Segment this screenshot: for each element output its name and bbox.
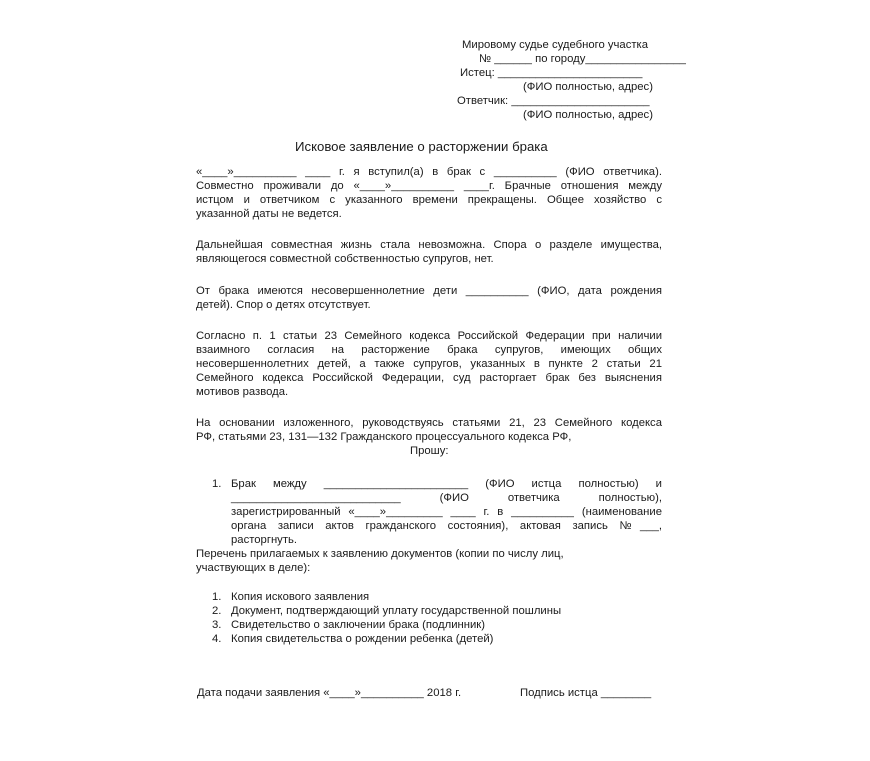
request-line5: расторгнуть. [231,534,298,546]
p3-line1: От брака имеются несовершеннолетние дети __________ (ФИО, дата рождения [196,285,662,297]
p1-line1: «____»__________ ____ г. я вступил(а) в брак с __________ (ФИО ответчика). [196,166,662,178]
attachment-item: Копия искового заявления [231,591,370,603]
p2-line1: Дальнейшая совместная жизнь стала невозможна. Спора о разделе имущества, [196,239,662,251]
header-plaintiff-hint: (ФИО полностью, адрес) [523,81,653,93]
attachments-intro-line2: участвующих в деле): [196,562,311,574]
p1-line3: истцом и ответчиком с указанного времени прекращены. Общее хозяйство с [196,194,662,206]
plaintiff-signature: Подпись истца ________ [520,687,652,699]
attachment-number: 3. [212,619,222,631]
attachment-item: Копия свидетельства о рождении ребенка (детей) [231,633,494,645]
p4-line3: несовершеннолетних детей, а также супругов, указанных в пункте 2 статьи 21 [196,358,662,370]
p4-line5: мотивов развода. [196,386,289,398]
p1-line2: Совместно проживали до «____»__________ ____г. Брачные отношения между [196,180,662,192]
attachments-intro-line1: Перечень прилагаемых к заявлению документов (копии по числу лиц, [196,548,564,560]
p5-line2: РФ, статьями 23, 131—132 Гражданского процессуального кодекса РФ, [196,431,572,443]
request-heading: Прошу: [410,445,449,457]
header-court-number: № ______ по городу________________ [479,53,686,65]
request-number: 1. [212,478,222,490]
p1-line4: указанной даты не ведется. [196,208,342,220]
document-title: Исковое заявление о расторжении брака [295,139,548,154]
request-line2: ___________________________ (ФИО ответчика полностью), [231,492,662,504]
header-court: Мировому судье судебного участка [462,39,649,51]
p5-line1: На основании изложенного, руководствуясь статьями 21, 23 Семейного кодекса [196,417,662,429]
p4-line4: Семейного кодекса Российской Федерации, суд расторгает брак без выяснения [196,372,662,384]
request-line3: зарегистрированный «____»_________ ____ г. в __________ (наименование [231,506,662,518]
header-defendant-hint: (ФИО полностью, адрес) [523,109,653,121]
p3-line2: детей). Спор о детях отсутствует. [196,299,371,311]
attachment-number: 4. [212,633,222,645]
attachment-number: 1. [212,591,222,603]
attachment-item: Свидетельство о заключении брака (подлинник) [231,619,486,631]
p4-line1: Согласно п. 1 статьи 23 Семейного кодекса Российской Федерации при наличии [196,330,662,342]
request-line4: органа записи актов гражданского состояния), актовая запись №___, [231,520,662,532]
request-line1: Брак между _______________________ (ФИО истца полностью) и [231,478,662,490]
p2-line2: являющегося совместной собственностью супругов, нет. [196,253,494,265]
attachment-number: 2. [212,605,222,617]
attachment-item: Документ, подтверждающий уплату государственной пошлины [231,605,562,617]
filing-date: Дата подачи заявления «____»__________ 2018 г. [197,687,462,699]
header-plaintiff: Истец: _______________________ [460,67,643,79]
header-defendant: Ответчик: ______________________ [457,95,650,107]
p4-line2: взаимного согласия на расторжение брака супругов, имеющих общих [196,344,662,356]
